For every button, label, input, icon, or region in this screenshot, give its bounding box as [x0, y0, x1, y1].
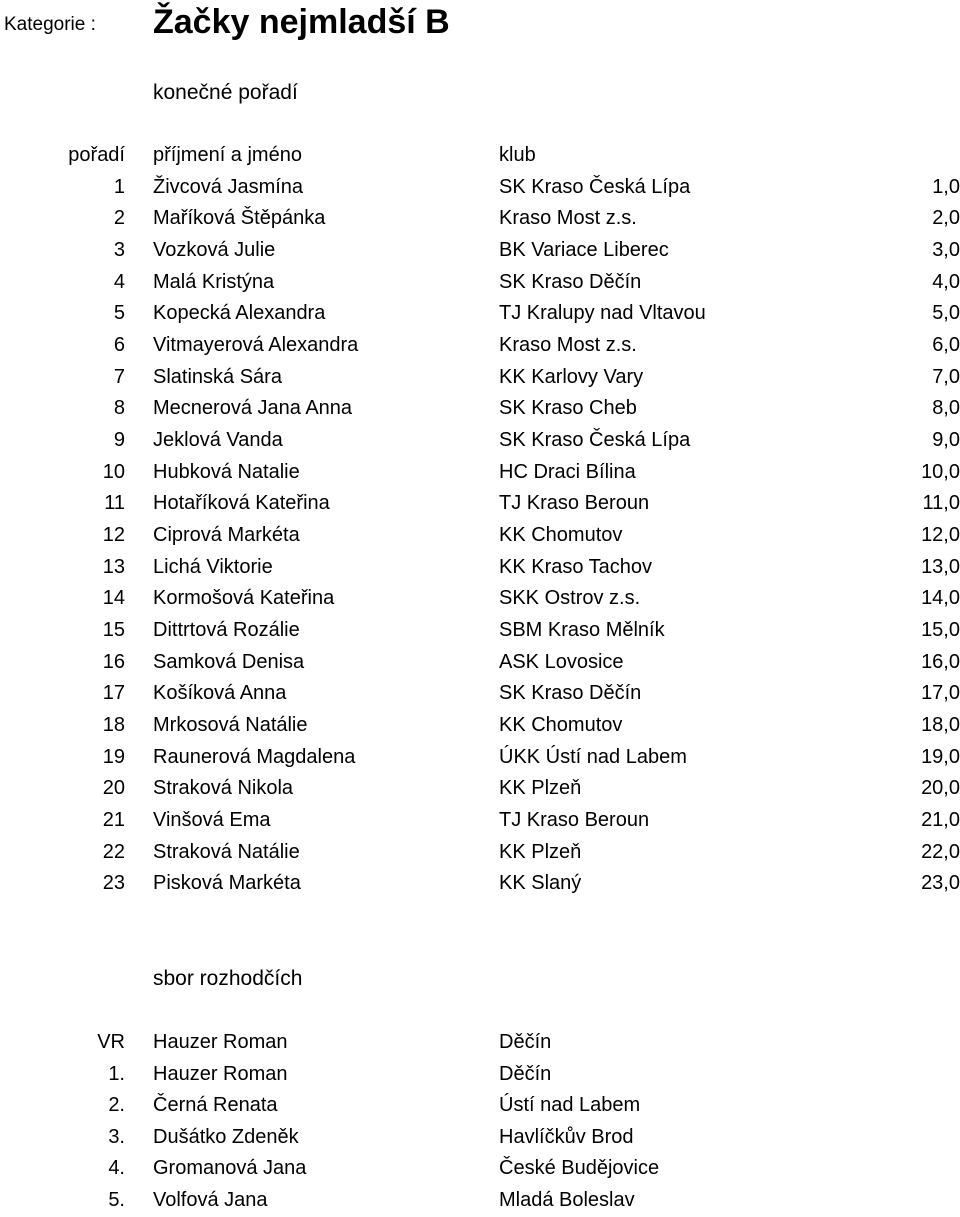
- table-row: [0, 710, 960, 742]
- club-cell: SKK Ostrov z.s.: [499, 587, 641, 610]
- table-row: [0, 647, 960, 679]
- name-cell: Vinšová Ema: [153, 809, 271, 832]
- score-cell: 15,0: [921, 619, 960, 642]
- category-label: Kategorie :: [4, 14, 96, 35]
- judge-row: [0, 1027, 960, 1059]
- results-header-row: [0, 140, 960, 172]
- rank-cell: 5: [113, 302, 125, 325]
- column-header-rank: pořadí: [68, 144, 125, 166]
- score-cell: 9,0: [932, 429, 960, 452]
- club-cell: SK Kraso Děčín: [499, 682, 642, 705]
- table-row: [0, 837, 960, 869]
- club-cell: SBM Kraso Mělník: [499, 619, 665, 642]
- results-title: konečné pořadí: [153, 81, 298, 104]
- name-cell: Samková Denisa: [153, 650, 305, 673]
- score-cell: 19,0: [921, 745, 960, 768]
- name-cell: Hotaříková Kateřina: [153, 492, 330, 515]
- club-cell: KK Chomutov: [499, 524, 623, 547]
- name-cell: Pisková Markéta: [153, 872, 301, 895]
- club-cell: SK Kraso Česká Lípa: [499, 175, 691, 198]
- score-cell: 11,0: [922, 492, 960, 515]
- table-row: [0, 520, 960, 552]
- rank-cell: 18: [102, 714, 125, 737]
- rank-cell: 12: [102, 524, 125, 547]
- score-cell: 8,0: [932, 397, 960, 420]
- club-cell: SK Kraso Česká Lípa: [499, 429, 691, 452]
- column-header-club: klub: [499, 144, 536, 166]
- table-row: [0, 457, 960, 489]
- name-cell: Straková Nikola: [153, 777, 294, 800]
- name-cell: Mrkosová Natálie: [153, 714, 308, 737]
- name-cell: Dittrtová Rozálie: [153, 619, 300, 642]
- judge-name: Gromanová Jana: [153, 1157, 307, 1180]
- score-cell: 6,0: [932, 334, 960, 357]
- score-cell: 22,0: [921, 840, 960, 863]
- name-cell: Jeklová Vanda: [153, 429, 283, 452]
- score-cell: 1,0: [932, 175, 960, 198]
- name-cell: Maříková Štěpánka: [153, 207, 326, 230]
- category-value: Žačky nejmladší B: [153, 3, 450, 41]
- score-cell: 21,0: [921, 809, 960, 832]
- score-cell: 2,0: [932, 207, 960, 230]
- rank-cell: 14: [102, 587, 125, 610]
- name-cell: Kopecká Alexandra: [153, 302, 326, 325]
- club-cell: KK Plzeň: [499, 777, 582, 800]
- score-cell: 17,0: [921, 682, 960, 705]
- table-row: [0, 583, 960, 615]
- rank-cell: 1: [113, 175, 125, 198]
- judge-row: [0, 1090, 960, 1122]
- club-cell: KK Kraso Tachov: [499, 555, 653, 578]
- club-cell: KK Slaný: [499, 872, 582, 895]
- table-row: [0, 330, 960, 362]
- name-cell: Slatinská Sára: [153, 365, 282, 388]
- club-cell: KK Chomutov: [499, 714, 623, 737]
- table-row: [0, 678, 960, 710]
- judge-city: Děčín: [499, 1031, 552, 1053]
- club-cell: TJ Kraso Beroun: [499, 492, 650, 515]
- club-cell: ASK Lovosice: [499, 650, 624, 673]
- rank-cell: 13: [102, 555, 125, 578]
- judge-role: VR: [97, 1031, 125, 1053]
- judge-role: 2.: [108, 1094, 125, 1117]
- judges-title: sbor rozhodčích: [153, 967, 303, 990]
- rank-cell: 3: [113, 239, 125, 262]
- score-cell: 10,0: [921, 460, 960, 483]
- table-row: [0, 868, 960, 900]
- table-row: [0, 298, 960, 330]
- column-header-name: příjmení a jméno: [153, 144, 302, 166]
- rank-cell: 23: [102, 872, 125, 895]
- table-row: [0, 425, 960, 457]
- rank-cell: 4: [113, 270, 125, 293]
- table-row: [0, 488, 960, 520]
- club-cell: SK Kraso Cheb: [499, 397, 637, 420]
- judge-city: Ústí nad Labem: [499, 1094, 641, 1117]
- club-cell: BK Variace Liberec: [499, 239, 669, 262]
- rank-cell: 17: [102, 682, 125, 705]
- judges-table: [0, 1027, 960, 1217]
- table-row: [0, 552, 960, 584]
- table-row: [0, 203, 960, 235]
- rank-cell: 21: [102, 809, 125, 832]
- name-cell: Raunerová Magdalena: [153, 745, 356, 768]
- club-cell: Kraso Most z.s.: [499, 207, 637, 230]
- rank-cell: 19: [102, 745, 125, 768]
- club-cell: KK Karlovy Vary: [499, 365, 644, 388]
- score-cell: 20,0: [921, 777, 960, 800]
- name-cell: Vitmayerová Alexandra: [153, 334, 359, 357]
- results-table: [0, 140, 960, 900]
- score-cell: 13,0: [921, 555, 960, 578]
- judge-city: Děčín: [499, 1062, 552, 1085]
- table-row: [0, 235, 960, 267]
- table-row: [0, 805, 960, 837]
- score-cell: 18,0: [921, 714, 960, 737]
- table-row: [0, 362, 960, 394]
- judge-role: 4.: [108, 1157, 125, 1180]
- judge-name: Hauzer Roman: [153, 1031, 288, 1053]
- table-row: [0, 773, 960, 805]
- score-cell: 3,0: [932, 239, 960, 262]
- score-cell: 7,0: [932, 365, 960, 388]
- score-cell: 5,0: [932, 302, 960, 325]
- judge-row: [0, 1059, 960, 1091]
- name-cell: Vozková Julie: [153, 239, 276, 262]
- rank-cell: 15: [102, 619, 125, 642]
- judge-name: Černá Renata: [153, 1094, 278, 1117]
- score-cell: 16,0: [921, 650, 960, 673]
- judge-row: [0, 1153, 960, 1185]
- category-header: [0, 0, 960, 50]
- club-cell: HC Draci Bílina: [499, 460, 636, 483]
- judge-city: České Budějovice: [499, 1157, 660, 1180]
- name-cell: Malá Kristýna: [153, 270, 275, 293]
- club-cell: TJ Kraso Beroun: [499, 809, 650, 832]
- name-cell: Hubková Natalie: [153, 460, 300, 483]
- name-cell: Lichá Viktorie: [153, 555, 273, 578]
- club-cell: Kraso Most z.s.: [499, 334, 637, 357]
- table-row: [0, 267, 960, 299]
- judge-row: [0, 1122, 960, 1154]
- table-row: [0, 615, 960, 647]
- rank-cell: 6: [113, 334, 125, 357]
- club-cell: TJ Kralupy nad Vltavou: [499, 302, 706, 325]
- rank-cell: 10: [102, 460, 125, 483]
- rank-cell: 9: [113, 429, 125, 452]
- name-cell: Kormošová Kateřina: [153, 587, 335, 610]
- name-cell: Košíková Anna: [153, 682, 287, 705]
- table-row: [0, 393, 960, 425]
- judge-name: Dušátko Zdeněk: [153, 1125, 299, 1148]
- rank-cell: 11: [104, 492, 125, 515]
- judge-name: Volfová Jana: [153, 1188, 268, 1211]
- name-cell: Živcová Jasmína: [153, 175, 304, 198]
- rank-cell: 20: [102, 777, 125, 800]
- club-cell: KK Plzeň: [499, 840, 582, 863]
- score-cell: 4,0: [932, 270, 960, 293]
- club-cell: SK Kraso Děčín: [499, 270, 642, 293]
- rank-cell: 8: [113, 397, 125, 420]
- rank-cell: 7: [113, 365, 125, 388]
- rank-cell: 22: [102, 840, 125, 863]
- rank-cell: 2: [113, 207, 125, 230]
- score-cell: 12,0: [921, 524, 960, 547]
- name-cell: Mecnerová Jana Anna: [153, 397, 353, 420]
- table-row: [0, 742, 960, 774]
- judge-city: Havlíčkův Brod: [499, 1125, 634, 1148]
- judge-role: 3.: [108, 1125, 125, 1148]
- judge-role: 5.: [108, 1188, 125, 1211]
- club-cell: ÚKK Ústí nad Labem: [499, 745, 687, 768]
- score-cell: 23,0: [921, 872, 960, 895]
- judge-name: Hauzer Roman: [153, 1062, 288, 1085]
- name-cell: Straková Natálie: [153, 840, 300, 863]
- judge-role: 1.: [108, 1062, 125, 1085]
- judge-city: Mladá Boleslav: [499, 1188, 635, 1211]
- name-cell: Ciprová Markéta: [153, 524, 300, 547]
- table-row: [0, 172, 960, 204]
- score-cell: 14,0: [921, 587, 960, 610]
- rank-cell: 16: [102, 650, 125, 673]
